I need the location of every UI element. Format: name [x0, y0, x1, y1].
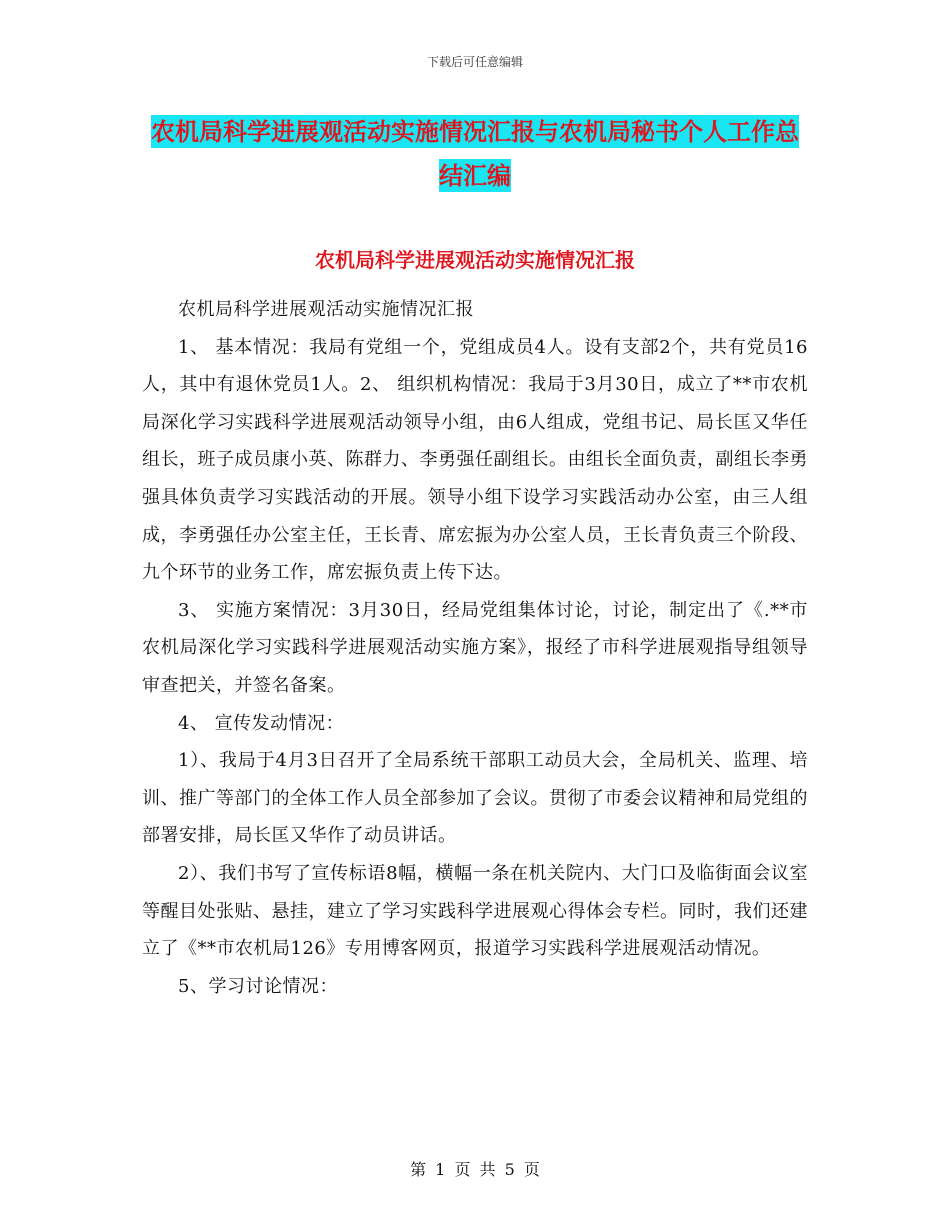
- page-footer: 第 1 页 共 5 页: [410, 1160, 540, 1179]
- paragraph: 3、 实施方案情况：3月30日，经局党组集体讨论，讨论，制定出了《.**市农机局深化学习实践科学进展观活动实施方案》，报经了市科学进展观指导组领导审查把关，并签名备案。: [142, 599, 808, 696]
- paragraph: 1、 基本情况：我局有党组一个，党组成员4人。设有支部2个，共有党员16人，其中有退休党员1人。2、 组织机构情况：我局于3月30日，成立了**市农机局深化学习实践科学进展观活动领导小组，由6人组成，党组书记、局长匡又华任组长，班子成员康小英、陈群力、李勇强任副组长。由组长全面负责，副组长李勇强具体负责学习实践活动的开展。领导小组下设学习实践活动办公室，由三人组成，李勇强任办公室主任，王长青、席宏振为办公室人员，王长青负责三个阶段、九个环节的业务工作，席宏振负责上传下达。: [142, 336, 808, 584]
- document-body: [142, 291, 808, 1005]
- document-title-text: 农机局科学进展观活动实施情况汇报与农机局秘书个人工作总结汇编: [151, 117, 799, 190]
- header-note: 下载后可任意编辑: [426, 55, 523, 69]
- paragraph: 5、学习讨论情况：: [178, 975, 338, 997]
- document-title: [140, 110, 810, 198]
- paragraph: 农机局科学进展观活动实施情况汇报: [178, 299, 474, 320]
- paragraph: 2）、我们书写了宣传标语8幅，横幅一条在机关院内、大门口及临街面会议室等醒目处张贴、悬挂，建立了学习实践科学进展观心得体会专栏。同时，我们还建立了《**市农机局126》专用博客网页，报道学习实践科学进展观活动情况。: [142, 862, 808, 960]
- paragraph: 1）、我局于4月3日召开了全局系统干部职工动员大会，全局机关、监理、培训、推广等部门的全体工作人员全部参加了会议。贯彻了市委会议精神和局党组的部署安排，局长匡又华作了动员讲话。: [142, 750, 808, 847]
- paragraph: 4、 宣传发动情况：: [178, 712, 345, 734]
- section-title: 农机局科学进展观活动实施情况汇报: [315, 248, 635, 272]
